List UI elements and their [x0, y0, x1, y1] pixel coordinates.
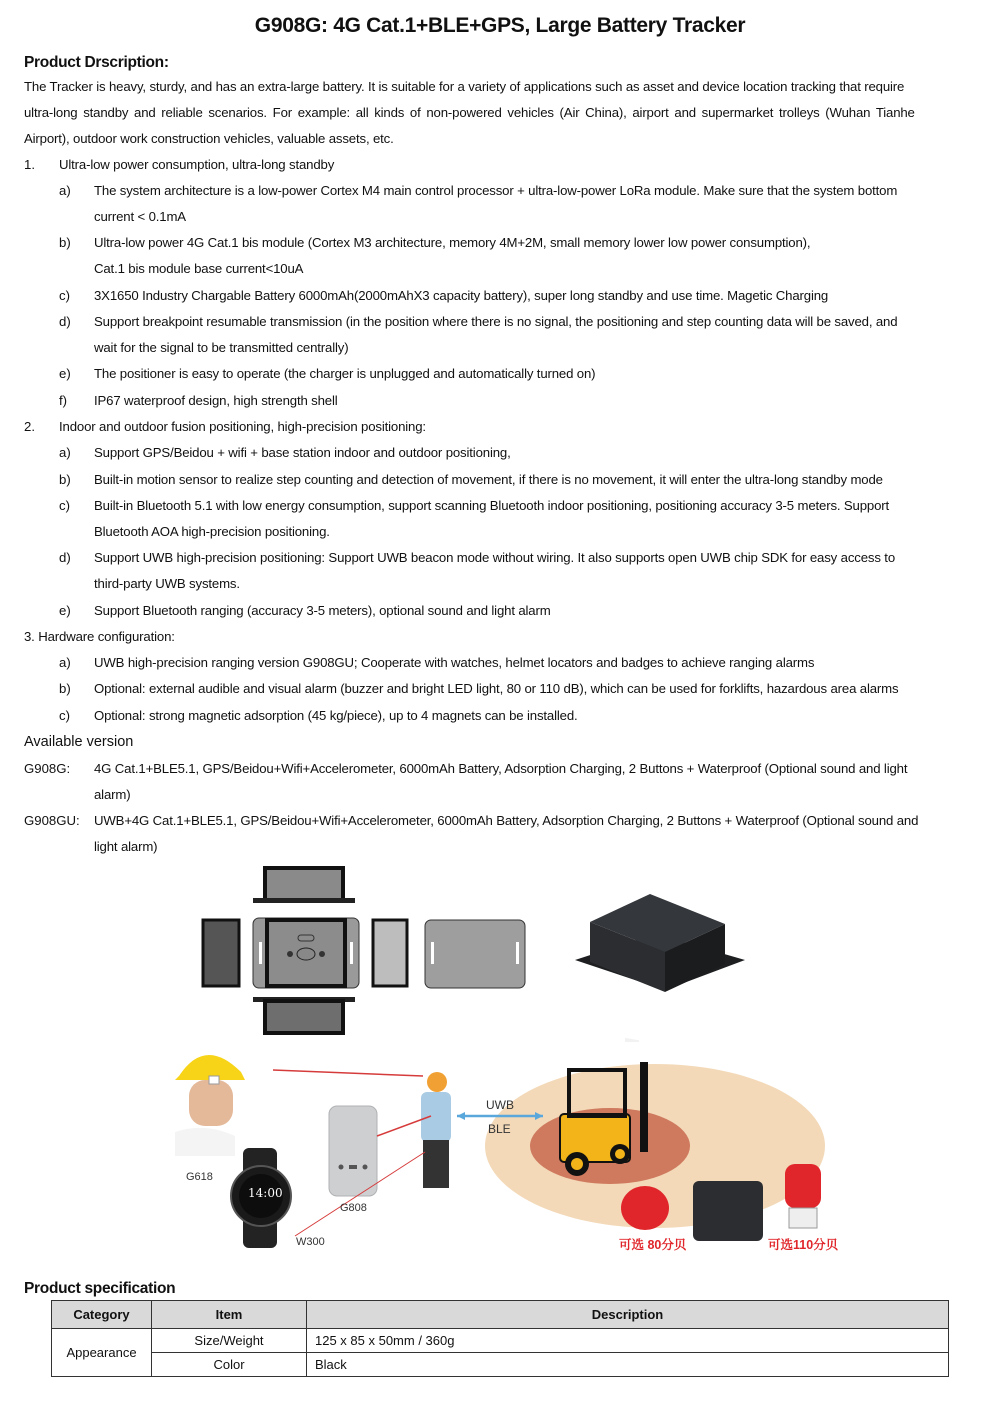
- item-1b-line-2: Cat.1 bis module base current<10uA: [94, 261, 304, 276]
- item-2c-label: c): [59, 498, 70, 513]
- item-1c-line-1: 3X1650 Industry Chargable Battery 6000mAh(2000mAhX3 capacity battery), super long standby and use time. Magetic Charging: [94, 288, 829, 303]
- version-g908g-line-2: alarm): [94, 787, 131, 802]
- item-1a-line-1: The system architecture is a low-power Cortex M4 main control processor + ultra-low-power LoRa module. Make sure that the system bottom: [94, 183, 898, 198]
- alarm-110db-image: [785, 1164, 821, 1228]
- versions-heading: Available version: [24, 734, 134, 750]
- intro-line-1: The Tracker is heavy, sturdy, and has an extra-large battery. It is suitable for a variety of applications such as asset and device location tracking that require: [24, 79, 905, 94]
- item-1d-label: d): [59, 314, 71, 329]
- item-2c-line-2: Bluetooth AOA high-precision positioning.: [94, 524, 330, 539]
- item-2a-label: a): [59, 445, 71, 460]
- item-1d-line-2: wait for the signal to be transmitted centrally): [94, 340, 349, 355]
- watch-time: 14:00: [248, 1186, 283, 1200]
- label-uwb: UWB: [486, 1098, 514, 1112]
- item-2b-label: b): [59, 472, 71, 487]
- item-3b-line-1: Optional: external audible and visual alarm (buzzer and bright LED light, 80 or 110 dB), which can be used for forklifts, hazardous area alarms: [94, 681, 899, 696]
- item-2b-line-1: Built-in motion sensor to realize step counting and detection of movement, if there is no movement, it will enter the ultra-long standby mode: [94, 472, 883, 487]
- item-1f-label: f): [59, 393, 68, 408]
- item-1d-line-1: Support breakpoint resumable transmission (in the position where there is no signal, the positioning and step counting data will be saved, and: [94, 314, 898, 329]
- device-side-view-bottom: [253, 997, 355, 1033]
- table-row: [52, 1353, 949, 1377]
- section-3-title: 3. Hardware configuration:: [24, 629, 175, 644]
- item-1a-line-2: current < 0.1mA: [94, 209, 186, 224]
- spec-heading: Product specification: [24, 1280, 176, 1297]
- cell-item: Size/Weight: [152, 1329, 307, 1353]
- section-2-title: Indoor and outdoor fusion positioning, high-precision positioning:: [59, 419, 426, 434]
- item-1c-label: c): [59, 288, 70, 303]
- item-3c-label: c): [59, 708, 70, 723]
- item-3a-label: a): [59, 655, 71, 670]
- item-3c-line-1: Optional: strong magnetic adsorption (45 kg/piece), up to 4 magnets can be installed.: [94, 708, 578, 723]
- item-1a-label: a): [59, 183, 71, 198]
- scenario-figure: [165, 1036, 845, 1256]
- worker-image: [421, 1072, 451, 1188]
- item-3a-line-1: UWB high-precision ranging version G908GU; Cooperate with watches, helmet locators and badges to achieve ranging alarms: [94, 655, 815, 670]
- item-1f-line-1: IP67 waterproof design, high strength shell: [94, 393, 338, 408]
- item-1e-line-1: The positioner is easy to operate (the charger is unplugged and automatically turned on): [94, 366, 596, 381]
- device-side-view-right: [373, 920, 407, 986]
- device-photo: [575, 894, 745, 1042]
- section-1-number: 1.: [24, 157, 35, 172]
- device-views-figure: [195, 862, 755, 1042]
- header-item: Item: [152, 1301, 307, 1329]
- helmet-locator-image: [175, 1055, 245, 1156]
- item-2d-line-2: third-party UWB systems.: [94, 576, 240, 591]
- cell-category: Appearance: [52, 1329, 152, 1377]
- section-2-number: 2.: [24, 419, 35, 434]
- cell-item: Color: [152, 1353, 307, 1377]
- item-2d-line-1: Support UWB high-precision positioning: Support UWB beacon mode without wiring. It also supports open UWB chip SDK for easy access to: [94, 550, 895, 565]
- item-2e-line-1: Support Bluetooth ranging (accuracy 3-5 meters), optional sound and light alarm: [94, 603, 551, 618]
- label-watch-w300: W300: [296, 1236, 325, 1248]
- version-g908gu-line-1: UWB+4G Cat.1+BLE5.1, GPS/Beidou+Wifi+Accelerometer, 6000mAh Battery, Adsorption Charging, 2 Buttons + Waterproof (Optional sound and: [94, 813, 919, 828]
- item-2a-line-1: Support GPS/Beidou + wifi + base station indoor and outdoor positioning,: [94, 445, 511, 460]
- spec-header-row: [52, 1301, 949, 1329]
- version-g908g-model: G908G:: [24, 761, 71, 776]
- item-2d-label: d): [59, 550, 71, 565]
- table-row: [52, 1329, 949, 1353]
- intro-line-3: Airport), outdoor work construction vehicles, valuable assets, etc.: [24, 131, 394, 146]
- item-3b-label: b): [59, 681, 71, 696]
- section-1-title: Ultra-low power consumption, ultra-long standby: [59, 157, 335, 172]
- intro-line-2: ultra-long standby and reliable scenarios. For example: all kinds of non-powered vehicles (Air China), airport and supermarket trolleys (Wuhan Tianhe: [24, 105, 915, 120]
- item-2e-label: e): [59, 603, 71, 618]
- item-1e-label: e): [59, 366, 71, 381]
- badge-image: [329, 1106, 377, 1196]
- label-ble: BLE: [488, 1122, 511, 1136]
- device-front-view: [253, 918, 359, 988]
- cell-description: 125 x 85 x 50mm / 360g: [307, 1329, 949, 1353]
- tracker-device-image: [693, 1181, 763, 1241]
- header-category: Category: [52, 1301, 152, 1329]
- version-g908gu-model: G908GU:: [24, 813, 80, 828]
- item-2c-line-1: Built-in Bluetooth 5.1 with low energy consumption, support scanning Bluetooth indoor positioning, positioning accuracy 3-5 meters. Support: [94, 498, 890, 513]
- spec-table: [51, 1300, 949, 1377]
- label-badge-g808: G808: [340, 1202, 367, 1214]
- cell-description: Black: [307, 1353, 949, 1377]
- item-1b-label: b): [59, 235, 71, 250]
- page-title: G908G: 4G Cat.1+BLE+GPS, Large Battery Tracker: [254, 14, 746, 37]
- label-helmet-g618: G618: [186, 1171, 213, 1183]
- alarm-80db-image: [621, 1186, 669, 1230]
- device-side-view-left: [203, 920, 239, 986]
- label-alarm-80db: 可选 80分贝: [619, 1238, 687, 1252]
- description-heading: Product Drscription:: [24, 54, 169, 71]
- arrow-helmet: [273, 1070, 423, 1076]
- version-g908gu-line-2: light alarm): [94, 839, 158, 854]
- version-g908g-line-1: 4G Cat.1+BLE5.1, GPS/Beidou+Wifi+Accelerometer, 6000mAh Battery, Adsorption Charging, 2 Buttons + Waterproof (Optional sound and light: [94, 761, 908, 776]
- item-1b-line-1: Ultra-low power 4G Cat.1 bis module (Cortex M3 architecture, memory 4M+2M, small memory lower low power consumption),: [94, 235, 811, 250]
- label-alarm-110db: 可选110分贝: [768, 1238, 839, 1252]
- device-side-view-top: [253, 868, 355, 903]
- device-back-view: [425, 920, 525, 988]
- header-description: Description: [307, 1301, 949, 1329]
